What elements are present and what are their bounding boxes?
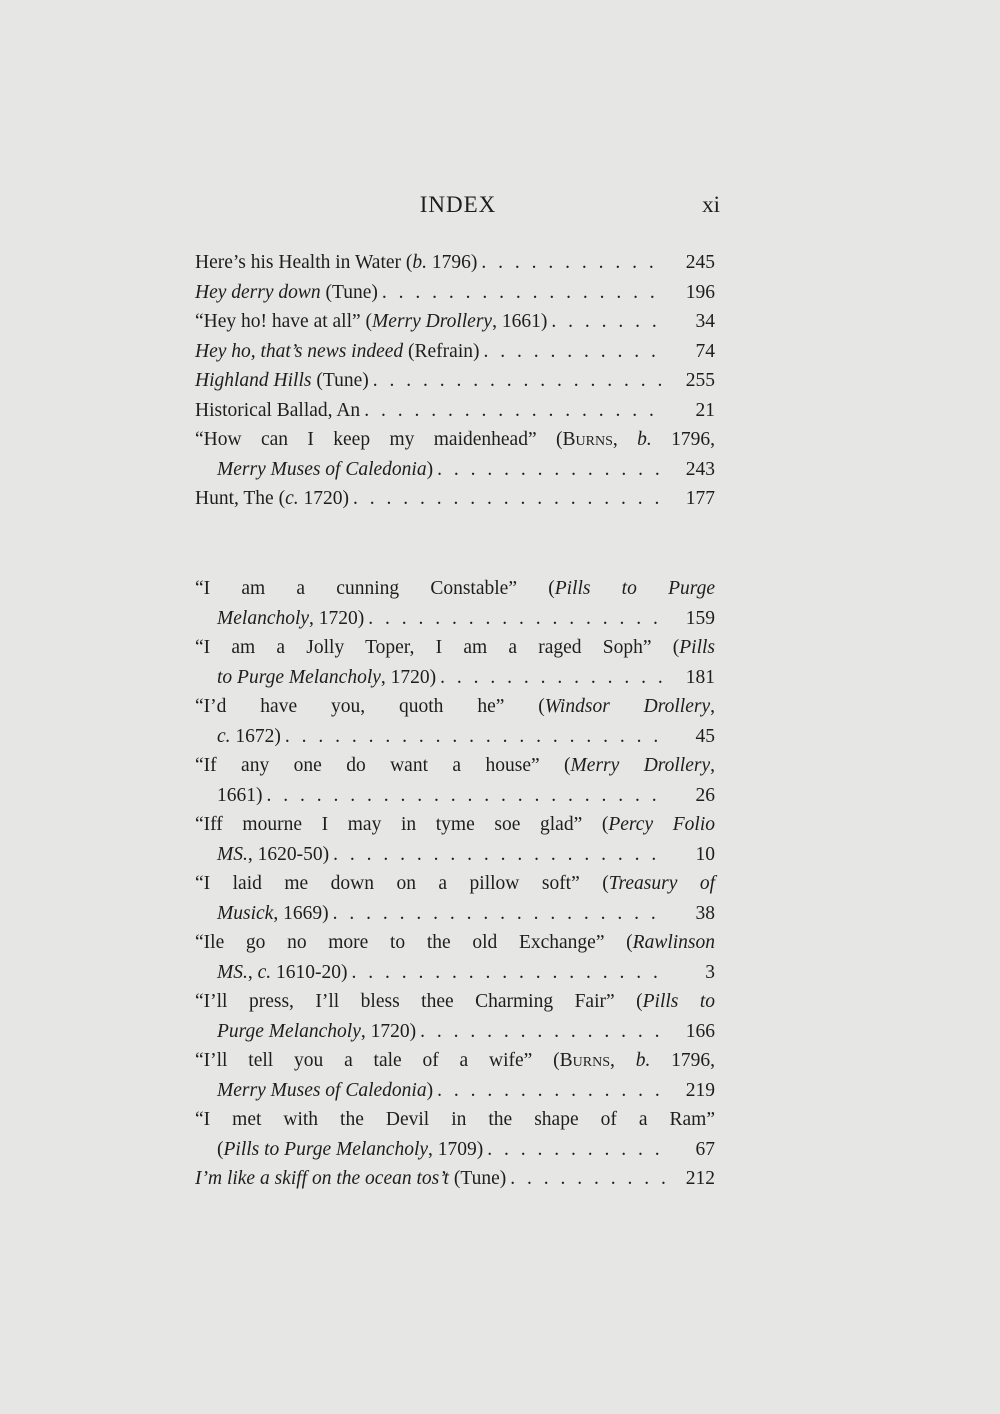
index-group-h — [195, 248, 715, 514]
roman-text: “Ile go no more to the old Exchange” ( — [195, 932, 633, 953]
entry-text — [217, 455, 433, 485]
entry-page-number: 74 — [695, 340, 715, 362]
entry-page-number: 10 — [695, 843, 715, 865]
index-entry — [195, 1164, 715, 1194]
entry-text — [195, 278, 378, 308]
italic-text: Merry Drollery — [372, 311, 493, 332]
entry-line — [195, 692, 715, 722]
index-entry — [195, 248, 715, 278]
roman-text: , 1709) — [428, 1138, 484, 1160]
dot-leader — [353, 484, 665, 514]
italic-text: c. — [257, 961, 272, 983]
roman-text: “I’ll press, I’ll bless thee Charming Fair” ( — [195, 991, 643, 1012]
italic-text: I’m like a skiff on the ocean tos’t — [195, 1168, 449, 1189]
dot-leader — [437, 1076, 665, 1106]
roman-text: , 1720) — [380, 666, 437, 688]
index-entry — [195, 484, 715, 514]
entry-text — [217, 604, 364, 634]
entry-page-number: 212 — [685, 1168, 715, 1189]
roman-text: , 1720) — [360, 1020, 417, 1042]
dot-leader — [285, 722, 665, 752]
italic-text: b. — [635, 1050, 651, 1071]
entry-text — [195, 248, 477, 278]
italic-text: c. — [285, 488, 299, 509]
roman-text: , — [612, 429, 638, 450]
roman-text: “I am a cunning Constable” ( — [195, 578, 555, 599]
entry-page-number: 38 — [695, 902, 715, 924]
roman-text: 1610-20) — [271, 961, 348, 983]
entry-text — [195, 366, 369, 396]
entry-page-number: 196 — [685, 281, 715, 303]
entry-line — [195, 278, 715, 308]
entry-page-number: 181 — [685, 666, 715, 688]
entry-line — [195, 574, 715, 604]
entry-continuation-line — [195, 663, 715, 693]
italic-text: Pills to — [642, 991, 716, 1012]
entry-text — [195, 574, 715, 604]
entry-continuation-line — [195, 1076, 715, 1106]
running-head — [196, 192, 720, 222]
italic-text: MS. — [217, 961, 248, 983]
page-title: INDEX — [419, 192, 497, 217]
entry-text — [195, 1164, 506, 1194]
dot-leader — [420, 1017, 665, 1047]
dot-leader — [551, 307, 665, 337]
roman-text: ) — [426, 458, 434, 480]
entry-text — [195, 484, 349, 514]
index-entry — [195, 692, 715, 751]
entry-text — [217, 1017, 416, 1047]
italic-text: Pills to Purge Melancholy — [223, 1138, 429, 1160]
entry-continuation-line — [195, 722, 715, 752]
italic-text: Pills to Purge — [554, 578, 715, 599]
entry-continuation-line — [195, 604, 715, 634]
entry-line — [195, 633, 715, 663]
entry-page-number: 166 — [685, 1020, 715, 1042]
index-entry — [195, 869, 715, 928]
entry-continuation-line — [195, 1017, 715, 1047]
index-entry — [195, 574, 715, 633]
roman-text: 1661) — [217, 784, 263, 806]
roman-text: “I am a Jolly Toper, I am a raged Soph” ( — [195, 637, 680, 658]
roman-text: ( — [217, 1138, 224, 1160]
entry-text — [195, 307, 547, 337]
entry-line — [195, 928, 715, 958]
dot-leader — [487, 1135, 665, 1165]
roman-text: 1796, — [651, 429, 716, 450]
dot-leader — [484, 337, 666, 367]
index-entry — [195, 425, 715, 484]
roman-text: , — [710, 755, 715, 776]
entry-line — [195, 425, 715, 455]
entry-line — [195, 869, 715, 899]
roman-text: , 1661) — [492, 311, 548, 332]
entry-text — [217, 1135, 483, 1165]
index-entry — [195, 278, 715, 308]
roman-text: Burns — [562, 429, 613, 450]
index-entry — [195, 1046, 715, 1105]
index-entry — [195, 396, 715, 426]
entry-line — [195, 810, 715, 840]
italic-text: to Purge Melancholy — [217, 666, 381, 688]
roman-text: “I’ll tell you a tale of a wife” ( — [195, 1050, 560, 1071]
italic-text: Melancholy — [217, 607, 310, 629]
entry-text — [195, 1046, 715, 1076]
italic-text: Musick — [217, 902, 274, 924]
entry-line — [195, 1164, 715, 1194]
roman-text: 1672) — [230, 725, 281, 747]
entry-text — [217, 722, 281, 752]
index-entry — [195, 1105, 715, 1164]
entry-text — [217, 781, 263, 811]
italic-text: c. — [217, 725, 231, 747]
italic-text: Rawlinson — [632, 932, 715, 953]
entry-page-number: 255 — [685, 370, 715, 391]
dot-leader — [267, 781, 666, 811]
roman-text: Historical Ballad, An — [195, 399, 361, 421]
dot-leader — [352, 958, 665, 988]
italic-text: Purge Melancholy — [217, 1020, 361, 1042]
entry-page-number: 159 — [685, 607, 715, 629]
roman-text: 1796) — [427, 252, 478, 273]
dot-leader — [333, 840, 665, 870]
index-entry — [195, 307, 715, 337]
entry-line — [195, 337, 715, 367]
entry-continuation-line — [195, 1135, 715, 1165]
roman-text: “I laid me down on a pillow soft” ( — [195, 873, 609, 894]
entry-text — [217, 663, 436, 693]
dot-leader — [382, 278, 665, 308]
italic-text: MS. — [217, 843, 248, 865]
entry-line — [195, 307, 715, 337]
roman-text: “How can I keep my maidenhead” ( — [195, 429, 563, 450]
entry-line — [195, 396, 715, 426]
entry-page-number: 219 — [685, 1079, 715, 1101]
index-entry — [195, 987, 715, 1046]
entry-continuation-line — [195, 455, 715, 485]
roman-text: 1796, — [650, 1050, 715, 1071]
entry-text — [195, 1105, 715, 1135]
entry-text — [195, 633, 715, 663]
italic-text: Windsor Drollery — [544, 696, 711, 717]
roman-text: Here’s his Health in Water ( — [195, 252, 413, 273]
entry-line — [195, 484, 715, 514]
roman-text: “I’d have you, quoth he” ( — [195, 696, 545, 717]
roman-text: , — [610, 1050, 636, 1071]
roman-text: Burns — [559, 1050, 610, 1071]
entry-line — [195, 366, 715, 396]
roman-text: “I met with the Devil in the shape of a Ram” — [195, 1109, 715, 1130]
entry-line — [195, 987, 715, 1017]
entry-page-number: 243 — [685, 458, 715, 480]
entry-page-number: 245 — [685, 252, 715, 273]
italic-text: b. — [412, 252, 428, 273]
dot-leader — [368, 604, 665, 634]
italic-text: Highland Hills — [195, 370, 312, 391]
index-group-i — [195, 574, 715, 1194]
index-entry — [195, 366, 715, 396]
index-entry — [195, 633, 715, 692]
roman-text: (Tune) — [311, 370, 369, 391]
entry-text — [195, 869, 715, 899]
dot-leader — [510, 1164, 665, 1194]
entry-text — [195, 396, 360, 426]
roman-text: “Iff mourne I may in tyme soe glad” ( — [195, 814, 609, 835]
italic-text: Hey derry down — [195, 281, 321, 303]
entry-text — [195, 692, 715, 722]
entry-text — [195, 987, 715, 1017]
dot-leader — [364, 396, 665, 426]
entry-page-number: 34 — [695, 311, 715, 332]
dot-leader — [440, 663, 665, 693]
index-entry — [195, 751, 715, 810]
italic-text: Hey ho, that’s news indeed — [195, 340, 404, 362]
entry-text — [217, 958, 348, 988]
roman-text: “If any one do want a house” ( — [195, 755, 571, 776]
roman-text: (Refrain) — [403, 340, 480, 362]
entry-text — [195, 928, 715, 958]
dot-leader — [333, 899, 665, 929]
italic-text: Pills — [679, 637, 715, 658]
dot-leader — [373, 366, 665, 396]
roman-text: (Tune) — [448, 1168, 507, 1189]
page-number: xi — [702, 192, 720, 217]
roman-text: , 1669) — [273, 902, 329, 924]
entry-page-number: 21 — [695, 399, 715, 421]
roman-text: , — [710, 696, 715, 717]
entry-text — [195, 810, 715, 840]
entry-line — [195, 1105, 715, 1135]
entry-continuation-line — [195, 781, 715, 811]
roman-text: , 1620-50) — [247, 843, 330, 865]
italic-text: Merry Drollery — [570, 755, 711, 776]
index-entry — [195, 810, 715, 869]
entry-text — [195, 751, 715, 781]
entry-text — [217, 899, 329, 929]
index-entry — [195, 928, 715, 987]
roman-text: , — [247, 961, 258, 983]
italic-text: b. — [637, 429, 652, 450]
roman-text: 1720) — [298, 488, 349, 509]
italic-text: Treasury of — [608, 873, 715, 894]
italic-text: Merry Muses of Caledonia — [217, 1079, 427, 1101]
italic-text: Merry Muses of Caledonia — [217, 458, 427, 480]
entry-text — [195, 337, 480, 367]
entry-line — [195, 751, 715, 781]
roman-text: Hunt, The ( — [195, 488, 286, 509]
roman-text: ) — [426, 1079, 434, 1101]
entry-continuation-line — [195, 958, 715, 988]
entry-text — [195, 425, 715, 455]
entry-page-number: 177 — [685, 488, 715, 509]
entry-text — [217, 1076, 433, 1106]
entry-continuation-line — [195, 899, 715, 929]
entry-line — [195, 1046, 715, 1076]
dot-leader — [437, 455, 665, 485]
roman-text: “Hey ho! have at all” ( — [195, 311, 373, 332]
roman-text: , 1720) — [309, 607, 365, 629]
dot-leader — [481, 248, 665, 278]
entry-page-number: 45 — [695, 725, 715, 747]
roman-text: (Tune) — [320, 281, 378, 303]
italic-text: Percy Folio — [608, 814, 715, 835]
entry-continuation-line — [195, 840, 715, 870]
index-entry — [195, 337, 715, 367]
entry-page-number: 26 — [695, 784, 715, 806]
entry-text — [217, 840, 329, 870]
entry-page-number: 3 — [705, 961, 715, 983]
entry-line — [195, 248, 715, 278]
entry-page-number: 67 — [695, 1138, 715, 1160]
